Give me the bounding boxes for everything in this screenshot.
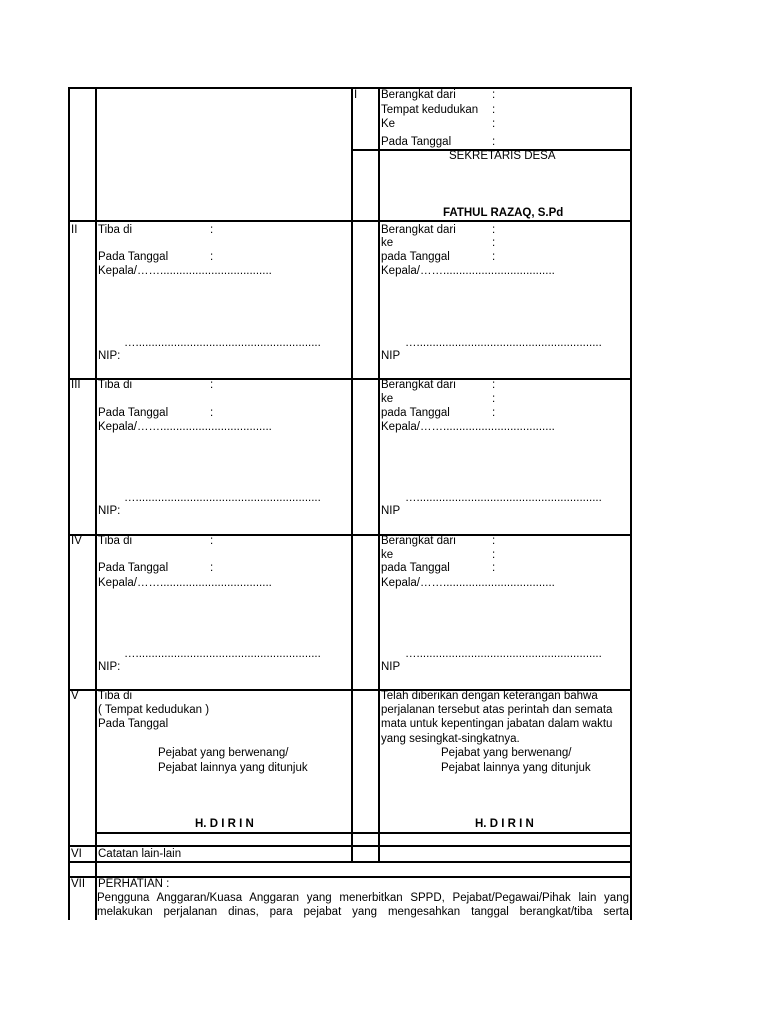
signature-line: …..........................................................	[124, 337, 321, 349]
colon: :	[492, 393, 496, 405]
tiba-di-label: Tiba di	[98, 535, 133, 547]
pada-tanggal-label: Pada Tanggal	[98, 407, 169, 419]
colon: :	[492, 549, 496, 561]
perhatian-heading: PERHATIAN :	[98, 878, 170, 890]
tempat-kedudukan-label: ( Tempat kedudukan )	[98, 704, 210, 716]
colon: :	[210, 535, 214, 547]
statement-line-4: yang sesingkat-singkatnya.	[381, 733, 520, 745]
roman-numeral: VII	[71, 878, 86, 890]
berangkat-label: Berangkat dari	[381, 379, 456, 391]
colon: :	[210, 407, 214, 419]
nip-label: NIP	[381, 350, 401, 362]
pada-tanggal-label: pada Tanggal	[381, 562, 450, 574]
colon: :	[492, 104, 496, 116]
tiba-di-label: Tiba di	[98, 224, 133, 236]
table-border-top	[68, 87, 632, 89]
ke-label: ke	[381, 237, 394, 249]
table-divider-mid	[351, 87, 353, 861]
colon: :	[492, 89, 496, 101]
perhatian-line-2: melakukan perjalanan dinas, para pejabat yang mengesahkan tanggal berangkat/tiba serta	[97, 906, 629, 918]
colon: :	[492, 118, 496, 130]
berangkat-label: Berangkat dari	[381, 224, 456, 236]
colon: :	[210, 224, 214, 236]
pejabat-line-2: Pejabat lainnya yang ditunjuk	[441, 762, 591, 774]
pejabat-line-2: Pejabat lainnya yang ditunjuk	[158, 762, 308, 774]
signer-name: FATHUL RAZAQ, S.Pd	[443, 207, 564, 219]
roman-numeral: III	[71, 379, 81, 391]
pada-tanggal-label: pada Tanggal	[381, 251, 450, 263]
table-border-right	[630, 87, 632, 920]
ke-label: ke	[381, 393, 394, 405]
signature-line: …..........................................................	[124, 492, 321, 504]
nip-label: NIP:	[98, 505, 121, 517]
pada-tanggal-label: Pada Tanggal	[98, 251, 169, 263]
roman-numeral: II	[71, 224, 78, 236]
ke-label: Ke	[381, 118, 396, 130]
row-line	[95, 832, 632, 834]
table-divider-col3	[378, 87, 380, 861]
kepala-line: Kepala/……...................................	[98, 421, 272, 433]
colon: :	[492, 379, 496, 391]
kepala-line: Kepala/……...................................	[98, 577, 272, 589]
signature-line: …..........................................................	[405, 337, 602, 349]
statement-line-3: mata untuk kepentingan jabatan dalam waktu	[381, 718, 613, 730]
pejabat-line-1: Pejabat yang berwenang/	[158, 747, 289, 759]
roman-numeral: VI	[71, 848, 82, 860]
row-line	[68, 378, 632, 380]
nip-label: NIP	[381, 661, 401, 673]
statement-line-1: Telah diberikan dengan keterangan bahwa	[381, 690, 598, 702]
pada-tanggal-label: Pada Tanggal	[98, 718, 169, 730]
signature-line: …..........................................................	[124, 648, 321, 660]
pada-tanggal-label: pada Tanggal	[381, 407, 450, 419]
pejabat-line-1: Pejabat yang berwenang/	[441, 747, 572, 759]
colon: :	[492, 562, 496, 574]
berangkat-label: Berangkat dari	[381, 89, 456, 101]
kepala-line: Kepala/……...................................	[381, 421, 555, 433]
roman-numeral: V	[71, 690, 79, 702]
row-line	[68, 845, 632, 847]
kepala-line: Kepala/……...................................	[381, 577, 555, 589]
row-line	[68, 220, 632, 222]
kepala-line: Kepala/……...................................	[381, 265, 555, 277]
berangkat-label: Berangkat dari	[381, 535, 456, 547]
signature-line: …..........................................................	[405, 492, 602, 504]
nip-label: NIP	[381, 505, 401, 517]
roman-numeral: I	[354, 89, 358, 101]
colon: :	[492, 136, 496, 148]
nip-label: NIP:	[98, 350, 121, 362]
nip-label: NIP:	[98, 661, 121, 673]
colon: :	[210, 562, 214, 574]
colon: :	[492, 237, 496, 249]
tiba-di-label: Tiba di	[98, 379, 133, 391]
colon: :	[492, 535, 496, 547]
signer-position: SEKRETARIS DESA	[449, 150, 556, 162]
table-divider-col1	[95, 87, 97, 920]
ke-label: ke	[381, 549, 394, 561]
pada-tanggal-label: Pada Tanggal	[98, 562, 169, 574]
colon: :	[210, 379, 214, 391]
table-border-left	[68, 87, 70, 920]
catatan-label: Catatan lain-lain	[98, 848, 182, 860]
signature-line: …..........................................................	[405, 648, 602, 660]
colon: :	[492, 251, 496, 263]
tempat-kedudukan-label: Tempat kedudukan	[381, 104, 479, 116]
tiba-di-label: Tiba di	[98, 690, 133, 702]
signer-name: H. D I R I N	[475, 818, 534, 830]
pada-tanggal-label: Pada Tanggal	[381, 136, 452, 148]
colon: :	[492, 224, 496, 236]
roman-numeral: IV	[71, 535, 82, 547]
perhatian-line-1: Pengguna Anggaran/Kuasa Anggaran yang menerbitkan SPPD, Pejabat/Pegawai/Pihak lain yang	[97, 892, 629, 904]
signer-name: H. D I R I N	[195, 818, 254, 830]
colon: :	[210, 251, 214, 263]
statement-line-2: perjalanan tersebut atas perintah dan semata	[381, 704, 613, 716]
colon: :	[492, 407, 496, 419]
row-line	[68, 861, 632, 863]
row-line	[68, 534, 632, 536]
kepala-line: Kepala/……...................................	[98, 265, 272, 277]
